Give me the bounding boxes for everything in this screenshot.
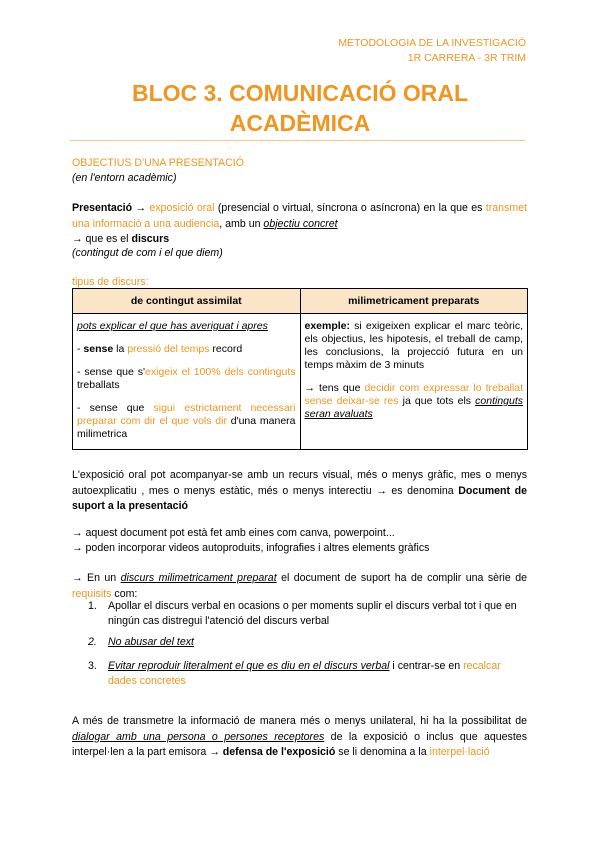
column-header: milimetricament preparats bbox=[300, 289, 528, 314]
document-line: → poden incorporar videos autoproduits, infografies i altres elements gràfics bbox=[72, 542, 430, 554]
highlight: exposició oral bbox=[149, 202, 215, 214]
underlined-text: objectiu concret bbox=[263, 217, 338, 230]
column-header: de contingut assimilat bbox=[73, 289, 301, 314]
title-divider bbox=[70, 140, 525, 141]
requisits-paragraph: → En un discurs milimetricament preparat el document de suport ha de complir una sèrie de requisits com: bbox=[72, 572, 527, 600]
table-header-row bbox=[73, 289, 528, 314]
table-cell bbox=[300, 314, 528, 450]
document-line: → aquest document pot està fet amb eines com canva, powerpoint... bbox=[72, 527, 395, 539]
cell-text: → tens que decidir com expressar lo treballat sense deixar-se res ja que tots els continguts seran avaluats bbox=[304, 382, 524, 420]
presentacio-note: (contingut de com i el que diem) bbox=[72, 247, 223, 259]
section-heading-objectius: OBJECTIUS D'UNA PRESENTACIÓ bbox=[72, 157, 244, 169]
course-name: METODOLOGIA DE LA INVESTIGACIÓ bbox=[338, 37, 526, 49]
list-item: 1. Apollar el discurs verbal en ocasions o per moments suplir el discurs verbal tot i que en ningún cas distregui l'atenció del discurs verbal bbox=[88, 600, 517, 627]
list-item: 2. No abusar del text bbox=[88, 636, 194, 648]
document-term: Document de suport a la presentació bbox=[72, 484, 527, 512]
cell-text: pots explicar el que has averiguat i apres bbox=[77, 320, 268, 332]
cell-text: - sense que sigui estrictament necessari preparar com dir el que vols dir d'una manera milimetrica bbox=[77, 402, 296, 440]
presentacio-line: → que es el discurs bbox=[72, 233, 170, 245]
highlight: transmet una informació a una audiencia bbox=[72, 202, 527, 230]
discurs-types-table bbox=[72, 288, 528, 450]
presentacio-term: Presentació bbox=[72, 202, 133, 214]
cell-text: - sense que s'exigeix el 100% dels continguts treballats bbox=[77, 366, 296, 391]
cell-text: exemple: si exigeixen explicar el marc teòric, els objectius, les hipotesis, el treball de camp, les conclusions, la projecció futura en un temps màxim de 3 minuts bbox=[304, 320, 523, 371]
cell-text: - sense la pressió del temps record bbox=[77, 343, 243, 355]
section-subtitle: (en l'entorn acadèmic) bbox=[72, 172, 177, 184]
course-term: 1R CARRERA - 3R TRIM bbox=[407, 52, 526, 64]
page-title: BLOC 3. COMUNICACIÓ ORAL ACADÈMICA bbox=[131, 80, 469, 136]
table-row bbox=[73, 314, 528, 450]
document-paragraph: L'exposició oral pot acompanyar-se amb un recurs visual, més o menys gràfic, mes o menys autoexplicatiu , mes o menys estàtic, més o menys interectiu → es denomina Document de suport a la presentació bbox=[72, 469, 527, 512]
list-item: 3. Evitar reproduir literalment el que es diu en el discurs verbal i centrar-se en recalcar dades concretes bbox=[88, 660, 501, 687]
section-heading-tipus: tipus de discurs: bbox=[72, 276, 149, 288]
interpellacio-paragraph: A més de transmetre la informació de manera més o menys unilateral, hi ha la possibilitat de dialogar amb una persona o persones receptores de la exposició o inclus que aquestes interpel·len a la part emisora → defensa de l'exposició se li denomina a la interpel·lació bbox=[72, 715, 527, 758]
table-cell bbox=[73, 314, 301, 450]
presentacio-paragraph: Presentació → exposició oral (presencial o virtual, síncrona o asíncrona) en la que es transmet una informació a una audiencia, amb un objectiu concret bbox=[72, 202, 527, 230]
